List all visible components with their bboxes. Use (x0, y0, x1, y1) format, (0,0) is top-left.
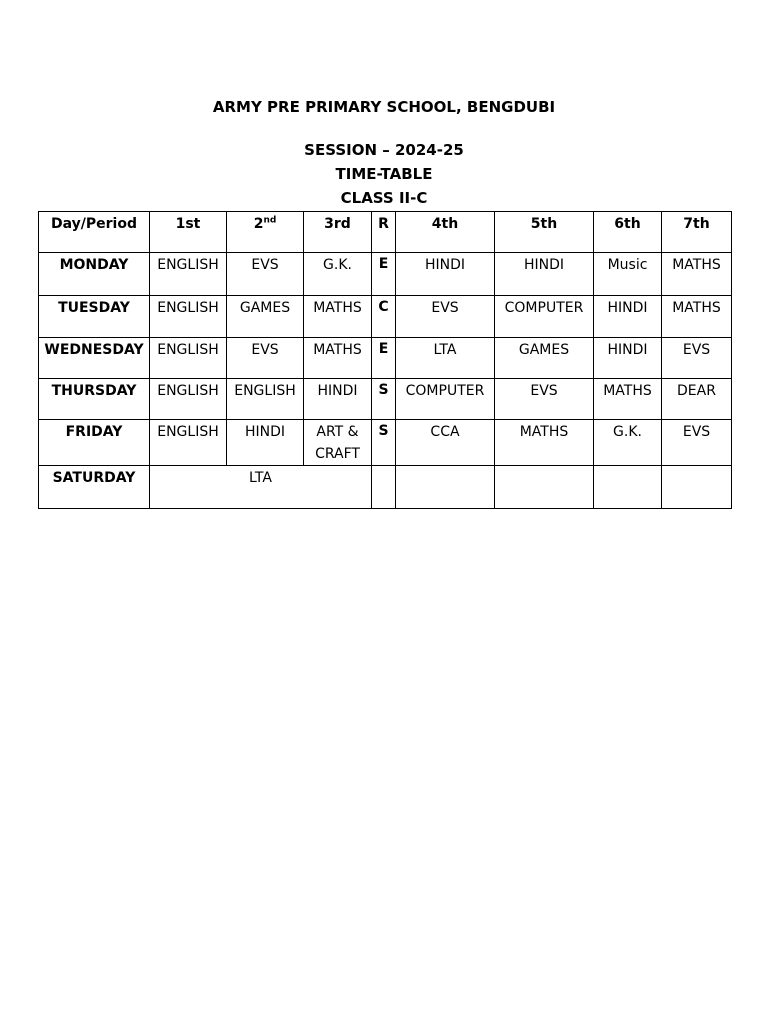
period-cell: COMPUTER (396, 379, 495, 420)
empty-cell (662, 466, 732, 509)
header-period-7: 7th (662, 212, 732, 253)
period-cell: EVS (662, 338, 732, 379)
period-cell: MATHS (594, 379, 662, 420)
period-cell: ART & CRAFT (304, 420, 372, 466)
table-row (39, 379, 732, 420)
header-row (39, 212, 732, 253)
period-cell: EVS (495, 379, 594, 420)
timetable (38, 211, 732, 509)
period-cell: CCA (396, 420, 495, 466)
header-recess: R (372, 212, 396, 253)
period-cell: EVS (396, 296, 495, 338)
period-cell: G.K. (594, 420, 662, 466)
day-cell: MONDAY (39, 253, 150, 296)
period-cell: ENGLISH (150, 379, 227, 420)
header-period-1: 1st (150, 212, 227, 253)
empty-cell (396, 466, 495, 509)
period-cell: MATHS (304, 296, 372, 338)
period-cell: MATHS (662, 296, 732, 338)
day-cell: THURSDAY (39, 379, 150, 420)
header-period-2-suffix: nd (263, 215, 277, 226)
period-cell: GAMES (227, 296, 304, 338)
timetable-title: TIME-TABLE (335, 165, 433, 183)
period-cell: LTA (396, 338, 495, 379)
header-period-6: 6th (594, 212, 662, 253)
period-cell: ENGLISH (150, 338, 227, 379)
period-cell: HINDI (495, 253, 594, 296)
header-period-2-number: 2 (253, 216, 264, 232)
period-cell: EVS (662, 420, 732, 466)
table-row (39, 420, 732, 466)
day-cell: WEDNESDAY (39, 338, 150, 379)
period-cell: ENGLISH (150, 253, 227, 296)
period-cell: HINDI (304, 379, 372, 420)
table-row (39, 296, 732, 338)
saturday-merged-cell: LTA (150, 466, 372, 509)
header-day-period: Day/Period (39, 212, 150, 253)
period-cell: HINDI (396, 253, 495, 296)
header-period-2 (227, 212, 304, 253)
period-cell: Music (594, 253, 662, 296)
period-cell: COMPUTER (495, 296, 594, 338)
day-cell: FRIDAY (39, 420, 150, 466)
session-line: SESSION – 2024-25 (304, 141, 464, 159)
recess-cell: C (372, 296, 396, 338)
period-cell: HINDI (227, 420, 304, 466)
period-cell: MATHS (662, 253, 732, 296)
empty-cell (372, 466, 396, 509)
period-cell: MATHS (495, 420, 594, 466)
period-cell: ENGLISH (150, 420, 227, 466)
recess-cell: E (372, 338, 396, 379)
table-row (39, 253, 732, 296)
period-cell: DEAR (662, 379, 732, 420)
empty-cell (495, 466, 594, 509)
recess-cell: E (372, 253, 396, 296)
period-cell: HINDI (594, 338, 662, 379)
header-period-4: 4th (396, 212, 495, 253)
day-cell: SATURDAY (39, 466, 150, 509)
class-line: CLASS II-C (340, 189, 428, 207)
period-cell: EVS (227, 338, 304, 379)
period-cell: GAMES (495, 338, 594, 379)
period-cell: ENGLISH (227, 379, 304, 420)
period-cell: G.K. (304, 253, 372, 296)
recess-cell: S (372, 379, 396, 420)
period-cell: HINDI (594, 296, 662, 338)
period-cell: ENGLISH (150, 296, 227, 338)
table-row (39, 466, 732, 509)
day-cell: TUESDAY (39, 296, 150, 338)
header-period-5: 5th (495, 212, 594, 253)
header-period-3: 3rd (304, 212, 372, 253)
table-row (39, 338, 732, 379)
period-cell: EVS (227, 253, 304, 296)
period-cell: MATHS (304, 338, 372, 379)
empty-cell (594, 466, 662, 509)
recess-cell: S (372, 420, 396, 466)
school-title: ARMY PRE PRIMARY SCHOOL, BENGDUBI (212, 98, 556, 116)
